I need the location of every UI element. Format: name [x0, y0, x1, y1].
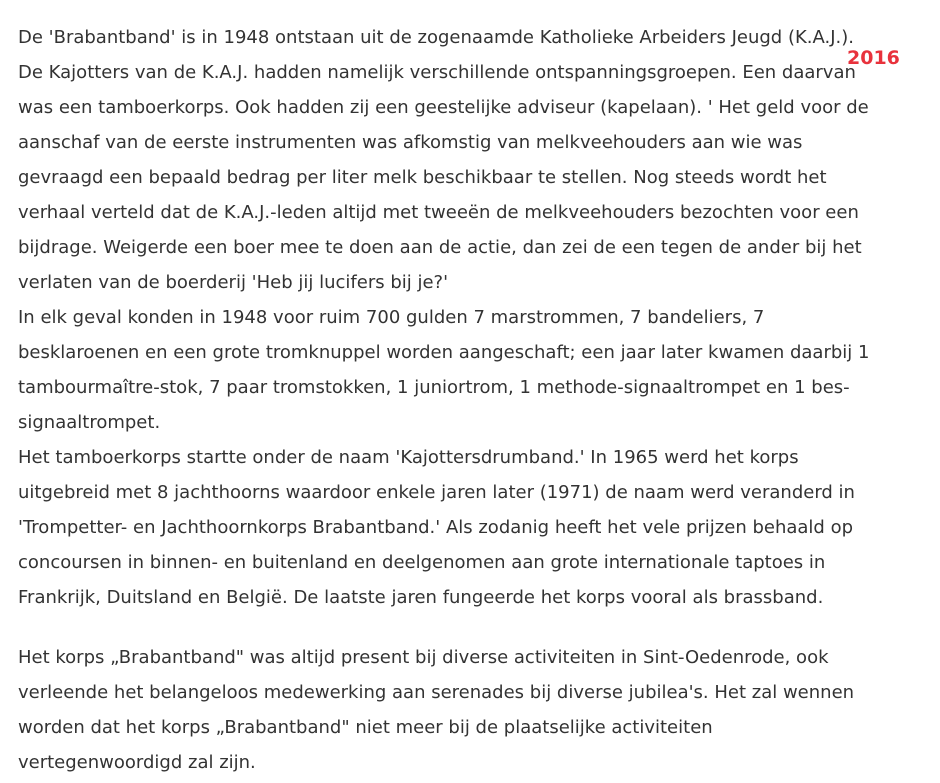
text-line: In elk geval konden in 1948 voor ruim 700 gulden 7 marstrommen, 7 bandeliers, 7 [18, 307, 765, 328]
text-line: 'Trompetter- en Jachthoornkorps Brabantband.' Als zodanig heeft het vele prijzen behaald op [18, 517, 854, 538]
text-line: De 'Brabantband' is in 1948 ontstaan uit de zogenaamde Katholieke Arbeiders Jeugd (K.A.J.). [18, 27, 854, 48]
text-line: Het tamboerkorps startte onder de naam 'Kajottersdrumband.' In 1965 werd het korps [18, 447, 799, 468]
paragraph-closing [18, 640, 855, 780]
text-line: uitgebreid met 8 jachthoorns waardoor enkele jaren later (1971) de naam werd veranderd in [18, 482, 855, 503]
text-line: was een tamboerkorps. Ook hadden zij een geestelijke adviseur (kapelaan). ' Het geld voor de [18, 97, 869, 118]
text-line: bijdrage. Weigerde een boer mee te doen aan de actie, dan zei de een tegen de ander bij het [18, 237, 862, 258]
article-body [18, 20, 870, 780]
paragraph-spacer [18, 615, 848, 640]
text-line: verleende het belangeloos medewerking aan serenades bij diverse jubilea's. Het zal wennen [18, 682, 855, 703]
text-line: De Kajotters van de K.A.J. hadden namelijk verschillende ontspanningsgroepen. Een daarvan [18, 62, 856, 83]
text-line: verhaal verteld dat de K.A.J.-leden altijd met tweeën de melkveehouders bezochten voor een [18, 202, 859, 223]
text-line: vertegenwoordigd zal zijn. [18, 752, 256, 773]
text-line: concoursen in binnen- en buitenland en deelgenomen aan grote internationale taptoes in [18, 552, 826, 573]
text-line: aanschaf van de eerste instrumenten was afkomstig van melkveehouders aan wie was [18, 132, 803, 153]
text-line: Het korps „Brabantband" was altijd present bij diverse activiteiten in Sint-Oedenrode, ook [18, 647, 829, 668]
text-line: signaaltrompet. [18, 412, 161, 433]
text-line: worden dat het korps „Brabantband" niet meer bij de plaatselijke activiteiten [18, 717, 713, 738]
text-line: tambourmaître-stok, 7 paar tromstokken, 1 juniortrom, 1 methode-signaaltrompet en 1 bes- [18, 377, 850, 398]
year-badge: 2016 [847, 47, 900, 69]
paragraph-history [18, 20, 870, 615]
text-line: Frankrijk, Duitsland en België. De laatste jaren fungeerde het korps vooral als brassband. [18, 587, 824, 608]
text-line: verlaten van de boerderij 'Heb jij lucifers bij je?' [18, 272, 449, 293]
text-line: besklaroenen en een grote tromknuppel worden aangeschaft; een jaar later kwamen daarbij 1 [18, 342, 870, 363]
text-line: gevraagd een bepaald bedrag per liter melk beschikbaar te stellen. Nog steeds wordt het [18, 167, 827, 188]
